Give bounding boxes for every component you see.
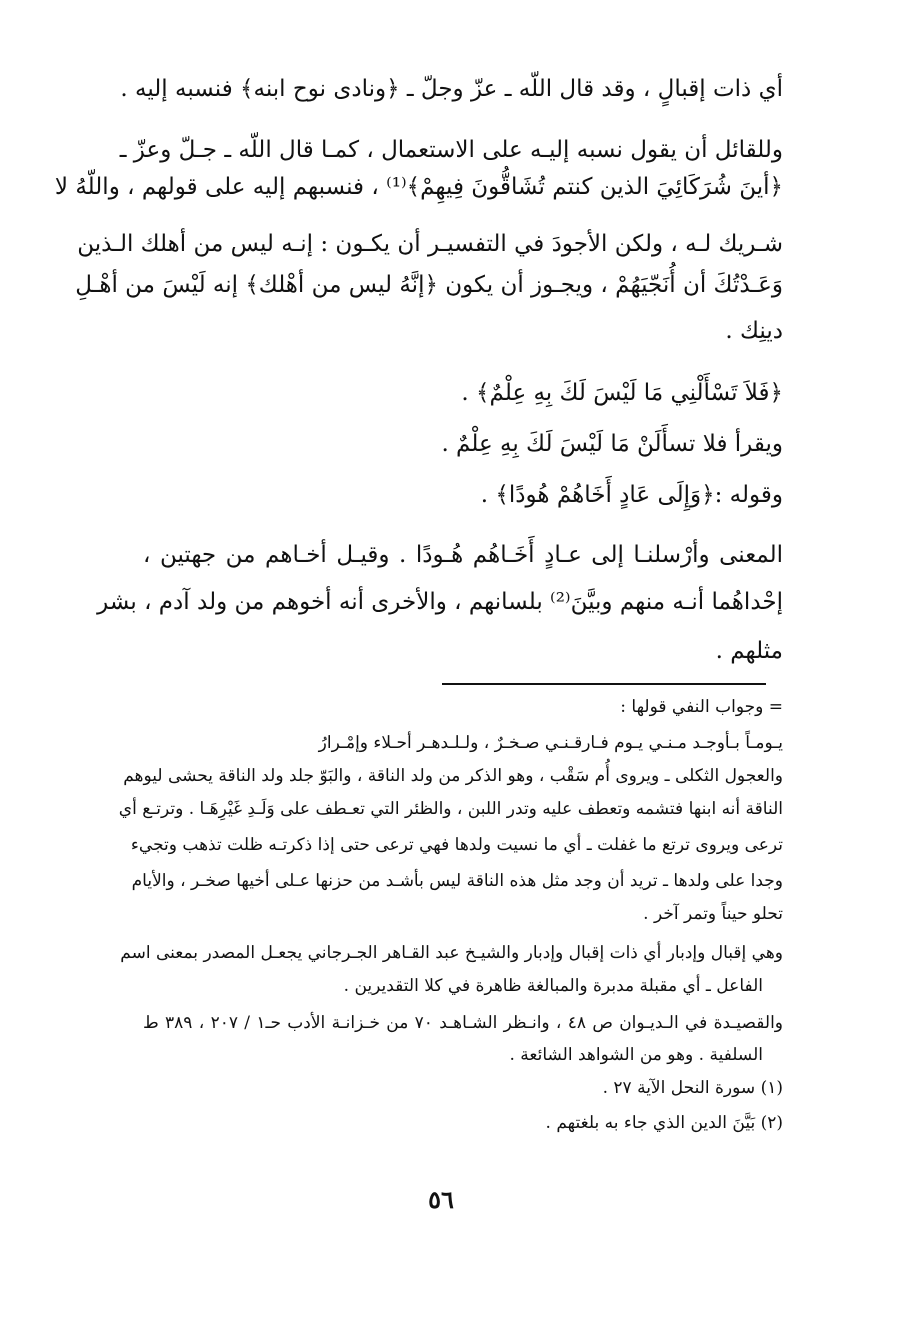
- body-line: المعنى وأرْسلنـا إلى عـادٍ أَخَـاهُم هُـودًا . وقيـل أخـاهم من جهتين ،: [143, 542, 783, 568]
- body-line: شـريك لـه ، ولكن الأجودَ في التفسيـر أن يكـون : إنـه ليس من أهلك الـذين: [77, 231, 783, 257]
- footnote-line: تحلو حيناً وتمر آخر .: [643, 904, 783, 924]
- footnote-separator: [442, 683, 766, 685]
- body-line: مثلهم .: [715, 638, 783, 664]
- page-number: ٥٦: [428, 1185, 454, 1214]
- quote-line: ﴿فَلاَ تَسْأَلْنِي مَا لَيْسَ لَكَ بِهِ عِلْمٌ﴾ .: [461, 380, 783, 406]
- footnote-line: الناقة أنه ابنها فتشمه وتعطف عليه وتدر اللبن ، والظئر التي تعـطف على وَلَـدِ غَيْرِهَـا . وترتـع أي: [118, 799, 783, 819]
- footnote-line: = وجواب النفي قولها :: [620, 697, 783, 717]
- body-line: ﴿أينَ شُرَكَائِيَ الذين كنتم تُشَاقُّونَ فِيهِمْ﴾⁽¹⁾ ، فنسبهم إليه على قولهم ، واللّهُ لا: [54, 174, 783, 200]
- body-line: إحْداهُما أنـه منهم وبيَّنَ⁽²⁾ بلسانهم ، والأخرى أنه أخوهم من ولد آدم ، بشر: [97, 589, 783, 615]
- footnote-line: الفاعل ـ أي مقبلة مدبرة والمبالغة ظاهرة في كلا التقديرين .: [343, 976, 763, 996]
- footnote-line: السلفية . وهو من الشواهد الشائعة .: [509, 1045, 763, 1065]
- footnote-line: والعجول الثكلى ـ ويروى أُم سَقْب ، وهو الذكر من ولد الناقة ، والبَوّ جلد ولد الناقة يحشى ليوهم: [123, 766, 783, 786]
- body-line: دينِك .: [725, 318, 783, 344]
- footnote-line: والقصيـدة في الـديـوان ص ٤٨ ، وانـظر الشـاهـد ٧٠ من خـزانـة الأدب حـ١ / ٢٠٧ ، ٣٨٩ ط: [143, 1013, 784, 1033]
- footnote-line: وجدا على ولدها ـ تريد أن وجد مثل هذه الناقة ليس بأشـد من حزنها عـلى أخيها صخـر ، والأيام: [131, 871, 783, 891]
- footnote-ref-2: (٢) بَيَّنَ الدين الذي جاء به بلغتهم .: [545, 1113, 783, 1133]
- body-line: وَعَـدْتُكَ أن أُنَجّيَهُمْ ، ويجـوز أن يكون ﴿إنَّهُ ليس من أهْلك﴾ إنه لَيْسَ من أهْـلِ: [75, 272, 783, 298]
- quote-line: وقوله :﴿وَإِلَى عَادٍ أَخَاهُمْ هُودًا﴾ .: [480, 482, 783, 508]
- footnote-line: ترعى ويروى ترتع ما غفلت ـ أي ما نسيت ولدها فهي ترعى حتى إذا ذكرتـه ظلت تذهب وتجيء: [130, 835, 783, 855]
- footnote-line: وهي إقبال وإدبار أي ذات إقبال وإدبار والشيـخ عبد القـاهر الجـرجاني يجعـل المصدر بمعنى اسم: [120, 943, 783, 963]
- body-line: وللقائل أن يقول نسبه إليـه على الاستعمال ، كمـا قال اللّه ـ جـلّ وعزّ ـ: [119, 137, 783, 163]
- quote-line: ويقرأ فلا تسأَلَنْ مَا لَيْسَ لَكَ بِهِ عِلْمٌ .: [441, 431, 783, 457]
- footnote-verse: يـومـاً بـأوجـد مـنـي يـوم فـارقـنـي صـخـرٌ ، ولـلـدهـر أحـلاء وإمْـرارُ: [318, 733, 783, 753]
- body-line: أي ذات إقبالٍ ، وقد قال اللّه ـ عزّ وجلّ ـ ﴿ونادى نوح ابنه﴾ فنسبه إليه .: [120, 76, 783, 102]
- footnote-ref-1: (١) سورة النحل الآية ٢٧ .: [602, 1078, 783, 1098]
